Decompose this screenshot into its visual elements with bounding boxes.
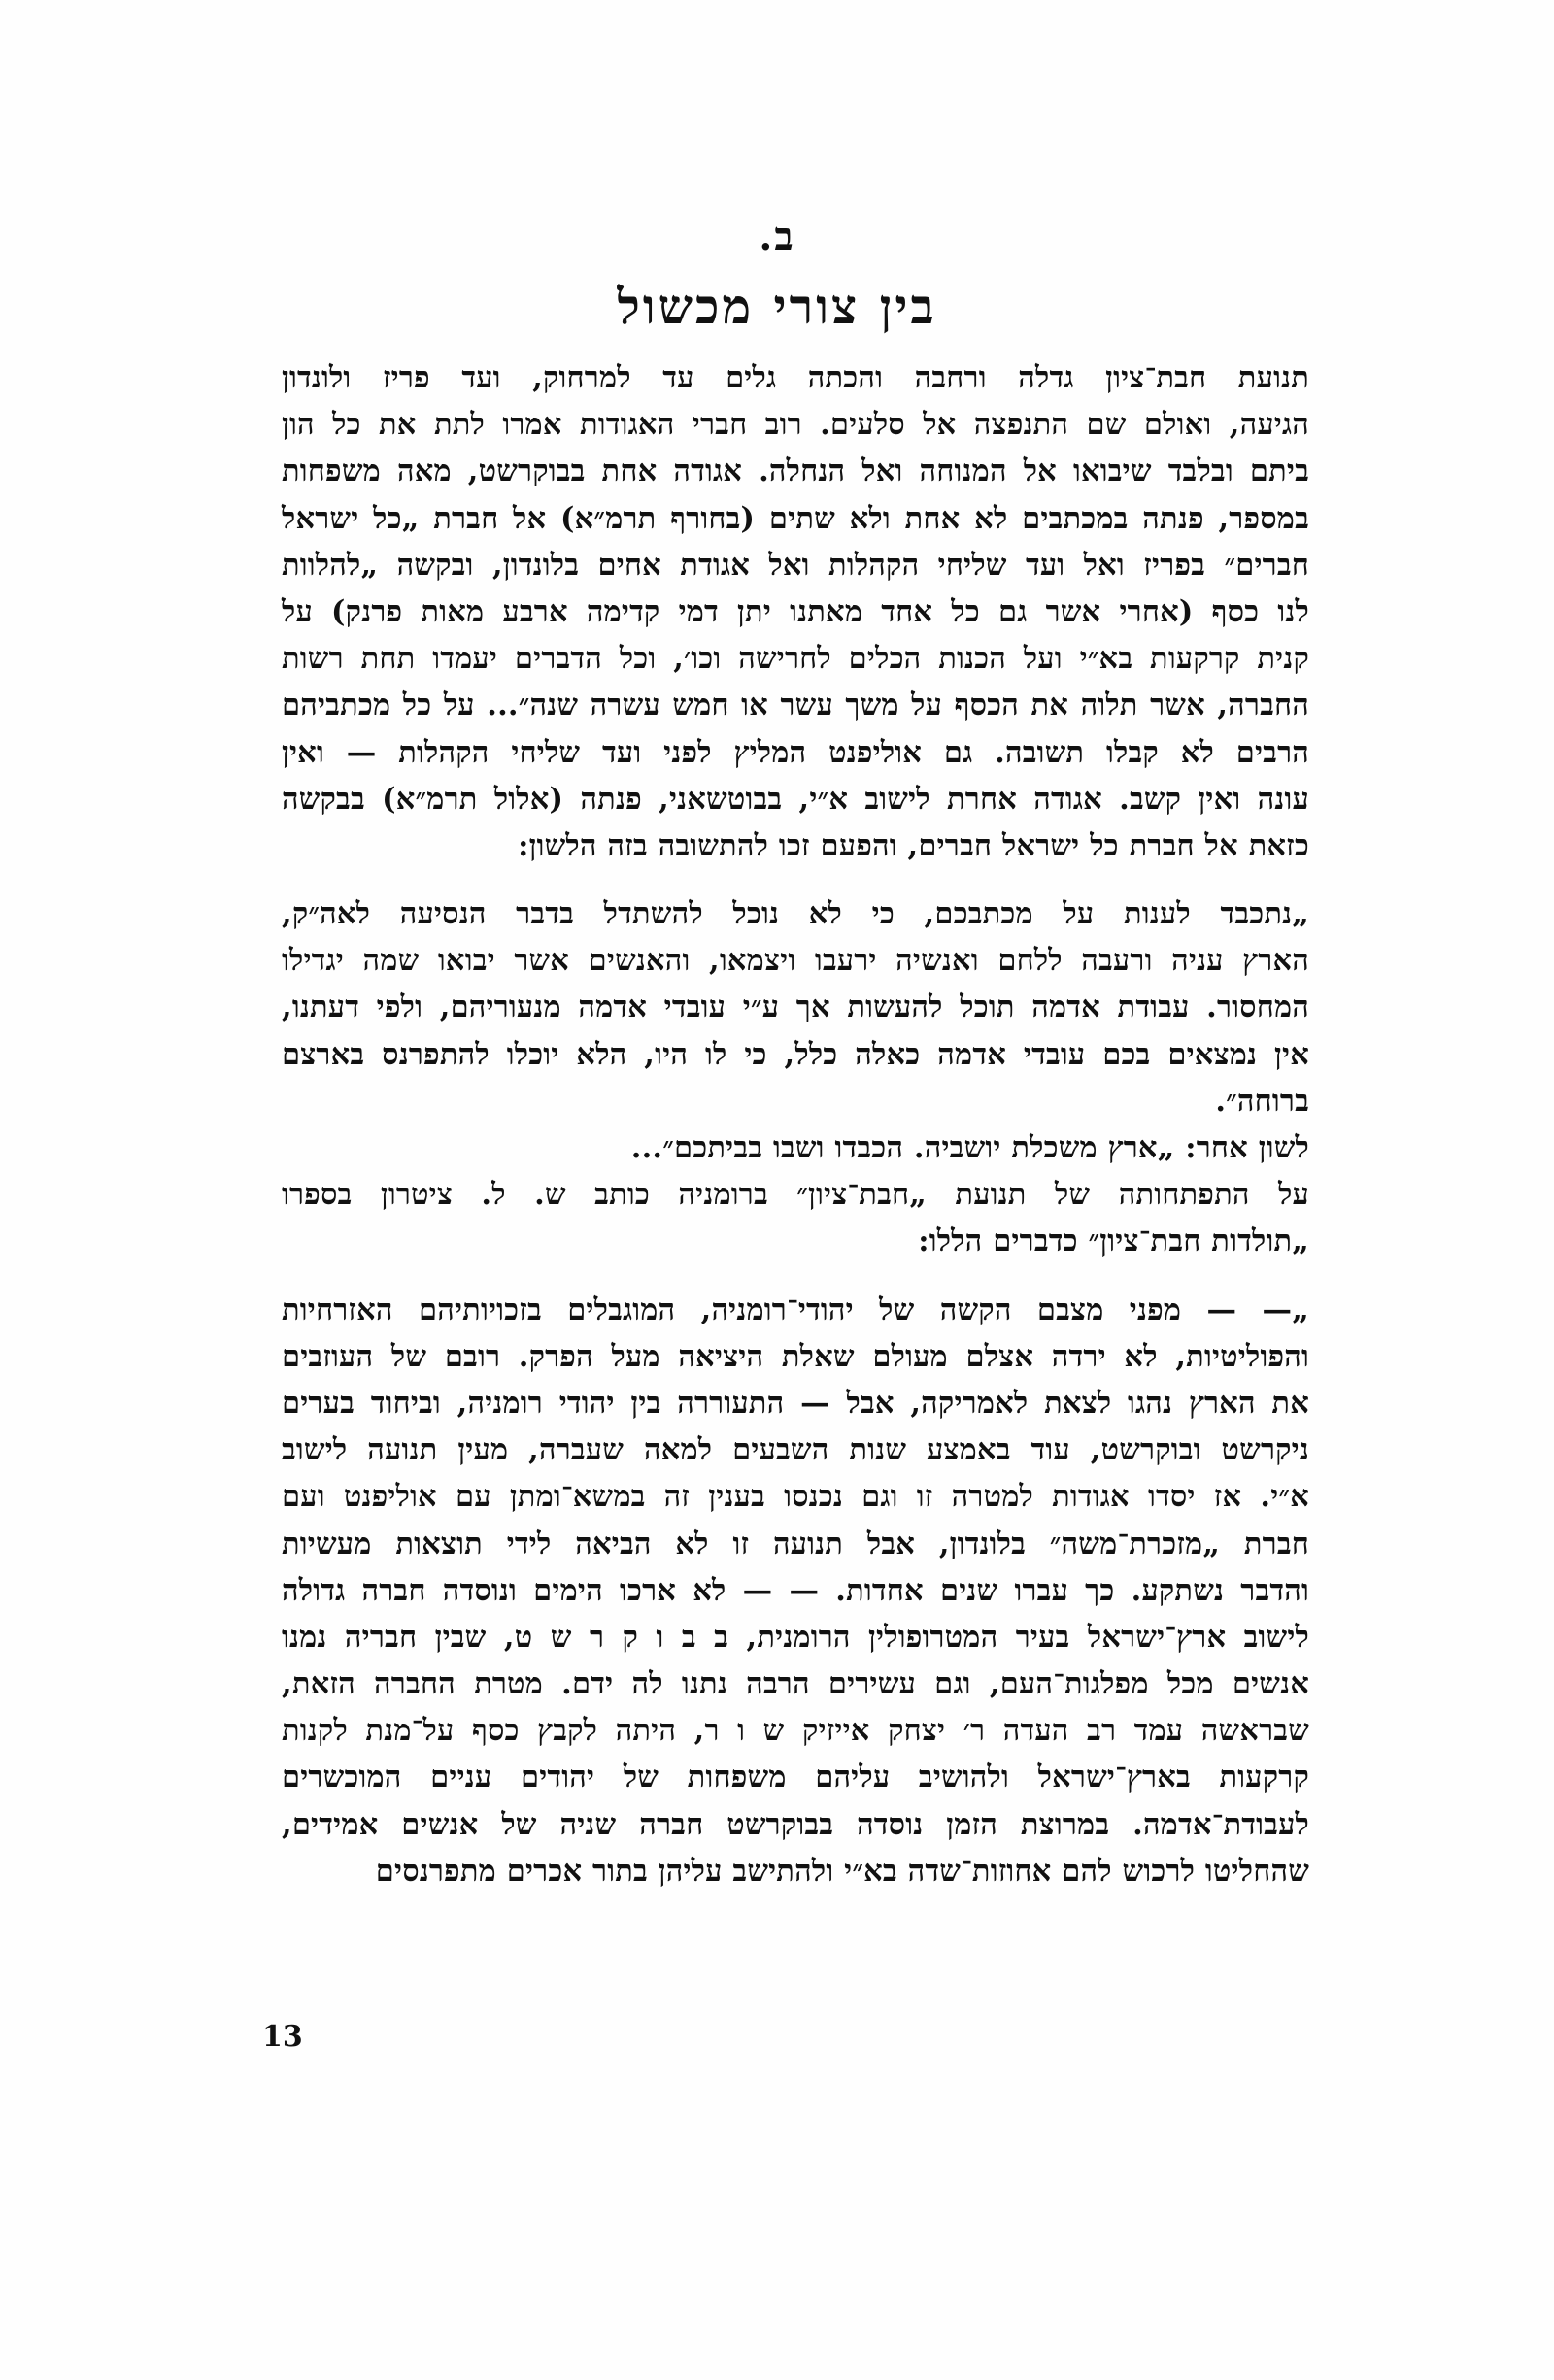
text-line: קרקעות בארץ־ישראל ולהושיב עליהם משפחות של יהודים עניים המוכשרים — [282, 1760, 1309, 1795]
text-line: החברה, אשר תלוה את הכסף על משך עשר או חמש עשרה שנה״... על כל מכתביהם — [282, 687, 1309, 723]
text-line: על התפתחותה של תנועת „חבת־ציון״ ברומניה כותב ש. ל. ציטרון בספרו — [282, 1177, 1309, 1213]
text-line: „נתכבד לענות על מכתבכם, כי לא נוכל להשתדל בדבר הנסיעה לאה״ק, — [282, 896, 1309, 932]
text-line: לישוב ארץ־ישראל בעיר המטרופולין הרומנית, ב ב ו ק ר ש ט, שבין חבריה נמנו — [282, 1619, 1309, 1655]
text-line: לשון אחר: „ארץ משכלת יושביה. הכבדו ושבו בביתכם״... — [630, 1130, 1309, 1165]
paragraph-gap — [282, 1265, 1309, 1287]
text-line: „תולדות חבת־ציון״ כדברים הללו: — [918, 1224, 1309, 1259]
text-line: הארץ עניה ורעבה ללחם ואנשיה ירעבו ויצמאו, והאנשים אשר יבואו שמה יגדילו — [282, 943, 1309, 979]
text-line: הגיעה, ואולם שם התנפצה אל סלעים. רוב חברי האגודות אמרו לתת את כל הון — [282, 407, 1309, 443]
text-line: אנשים מכל מפלגות־העם, וגם עשירים הרבה נתנו לה ידם. מטרת החברה הזאת, — [282, 1666, 1309, 1702]
text-line: ביתם ובלבד שיבואו אל המנוחה ואל הנחלה. אגודה אחת בבוקרשט, מאה משפחות — [282, 453, 1309, 489]
paragraph — [282, 1171, 1309, 1264]
text-line: במספר, פנתה במכתבים לא אחת ולא שתים (בחורף תרמ״א) אל חברת „כל ישראל — [282, 500, 1309, 536]
text-line: כזאת אל חברת כל ישראל חברים, והפעם זכו להתשובה בזה הלשון: — [518, 827, 1309, 863]
text-line: תנועת חבת־ציון גדלה ורחבה והכתה גלים עד למרחוק, ועד פריז ולונדון — [282, 360, 1309, 395]
text-line: חברת „מזכרת־משה״ בלונדון, אבל תנועה זו לא הביאה לידי תוצאות מעשיות — [282, 1525, 1309, 1561]
text-line: ניקרשט ובוקרשט, עוד באמצע שנות השבעים למאה שעברה, מעין תנועה לישוב — [282, 1432, 1309, 1468]
text-line: קנית קרקעות בא״י ועל הכנות הכלים לחרישה וכו׳, וכל הדברים יעמדו תחת רשות — [282, 641, 1309, 677]
chapter-title: בין צורי מכשול — [617, 278, 937, 335]
text-line: לעבודת־אדמה. במרוצת הזמן נוסדה בבוקרשט חברה שניה של אנשים אמידים, — [282, 1806, 1309, 1842]
page-number: 13 — [262, 2020, 303, 2054]
text-line: ברוחה״. — [1215, 1083, 1309, 1119]
chapter-number: ב. — [759, 214, 795, 259]
text-line: הרבים לא קבלו תשובה. גם אוליפנט המליץ לפני ועד שליחי הקהלות — ואין — [282, 734, 1309, 770]
text-line: אין נמצאים בכם עובדי אדמה כאלה כלל, כי לו היו, הלא יוכלו להתפרנס בארצם — [282, 1036, 1309, 1072]
body-text — [282, 354, 1309, 1894]
text-line: חברים״ בפריז ואל ועד שליחי הקהלות ואל אגודת אחים בלונדון, ובקשה „להלוות — [282, 547, 1309, 583]
text-line: והדבר נשתקע. כך עברו שנים אחדות. — — לא ארכו הימים ונוסדה חברה גדולה — [282, 1572, 1309, 1608]
paragraph — [282, 1287, 1309, 1894]
text-line: עונה ואין קשב. אגודה אחרת לישוב א״י, בבוטשאני, פנתה (אלול תרמ״א) בבקשה — [282, 781, 1309, 817]
paragraph — [282, 890, 1309, 1124]
text-line: המחסור. עבודת אדמה תוכל להעשות אך ע״י עובדי אדמה מנעוריהם, ולפי דעתנו, — [282, 989, 1309, 1025]
paragraph-gap — [282, 869, 1309, 890]
text-line: לנו כסף (אחרי אשר גם כל אחד מאתנו יתן דמי קדימה ארבע מאות פרנק) על — [282, 593, 1309, 629]
text-line: „— — מפני מצבם הקשה של יהודי־רומניה, המוגבלים בזכויותיהם האזרחיות — [282, 1291, 1309, 1327]
paragraph — [282, 1124, 1309, 1171]
text-line: שהחליטו לרכוש להם אחוזות־שדה בא״י ולהתישב עליהן בתור אכרים מתפרנסים — [375, 1853, 1309, 1889]
paragraph — [282, 354, 1309, 869]
text-line: א״י. אז יסדו אגודות למטרה זו וגם נכנסו בענין זה במשא־ומתן עם אוליפנט ועם — [282, 1479, 1309, 1515]
text-line: את הארץ נהגו לצאת לאמריקה, אבל — התעוררה בין יהודי רומניה, וביחוד בערים — [282, 1385, 1309, 1421]
text-line: והפוליטיות, לא ירדה אצלם מעולם שאלת היציאה מעל הפרק. רובם של העוזבים — [282, 1338, 1309, 1374]
text-line: שבראשה עמד רב העדה ר׳ יצחק אייזיק ש ו ר, היתה לקבץ כסף על־מנת לקנות — [282, 1713, 1309, 1749]
